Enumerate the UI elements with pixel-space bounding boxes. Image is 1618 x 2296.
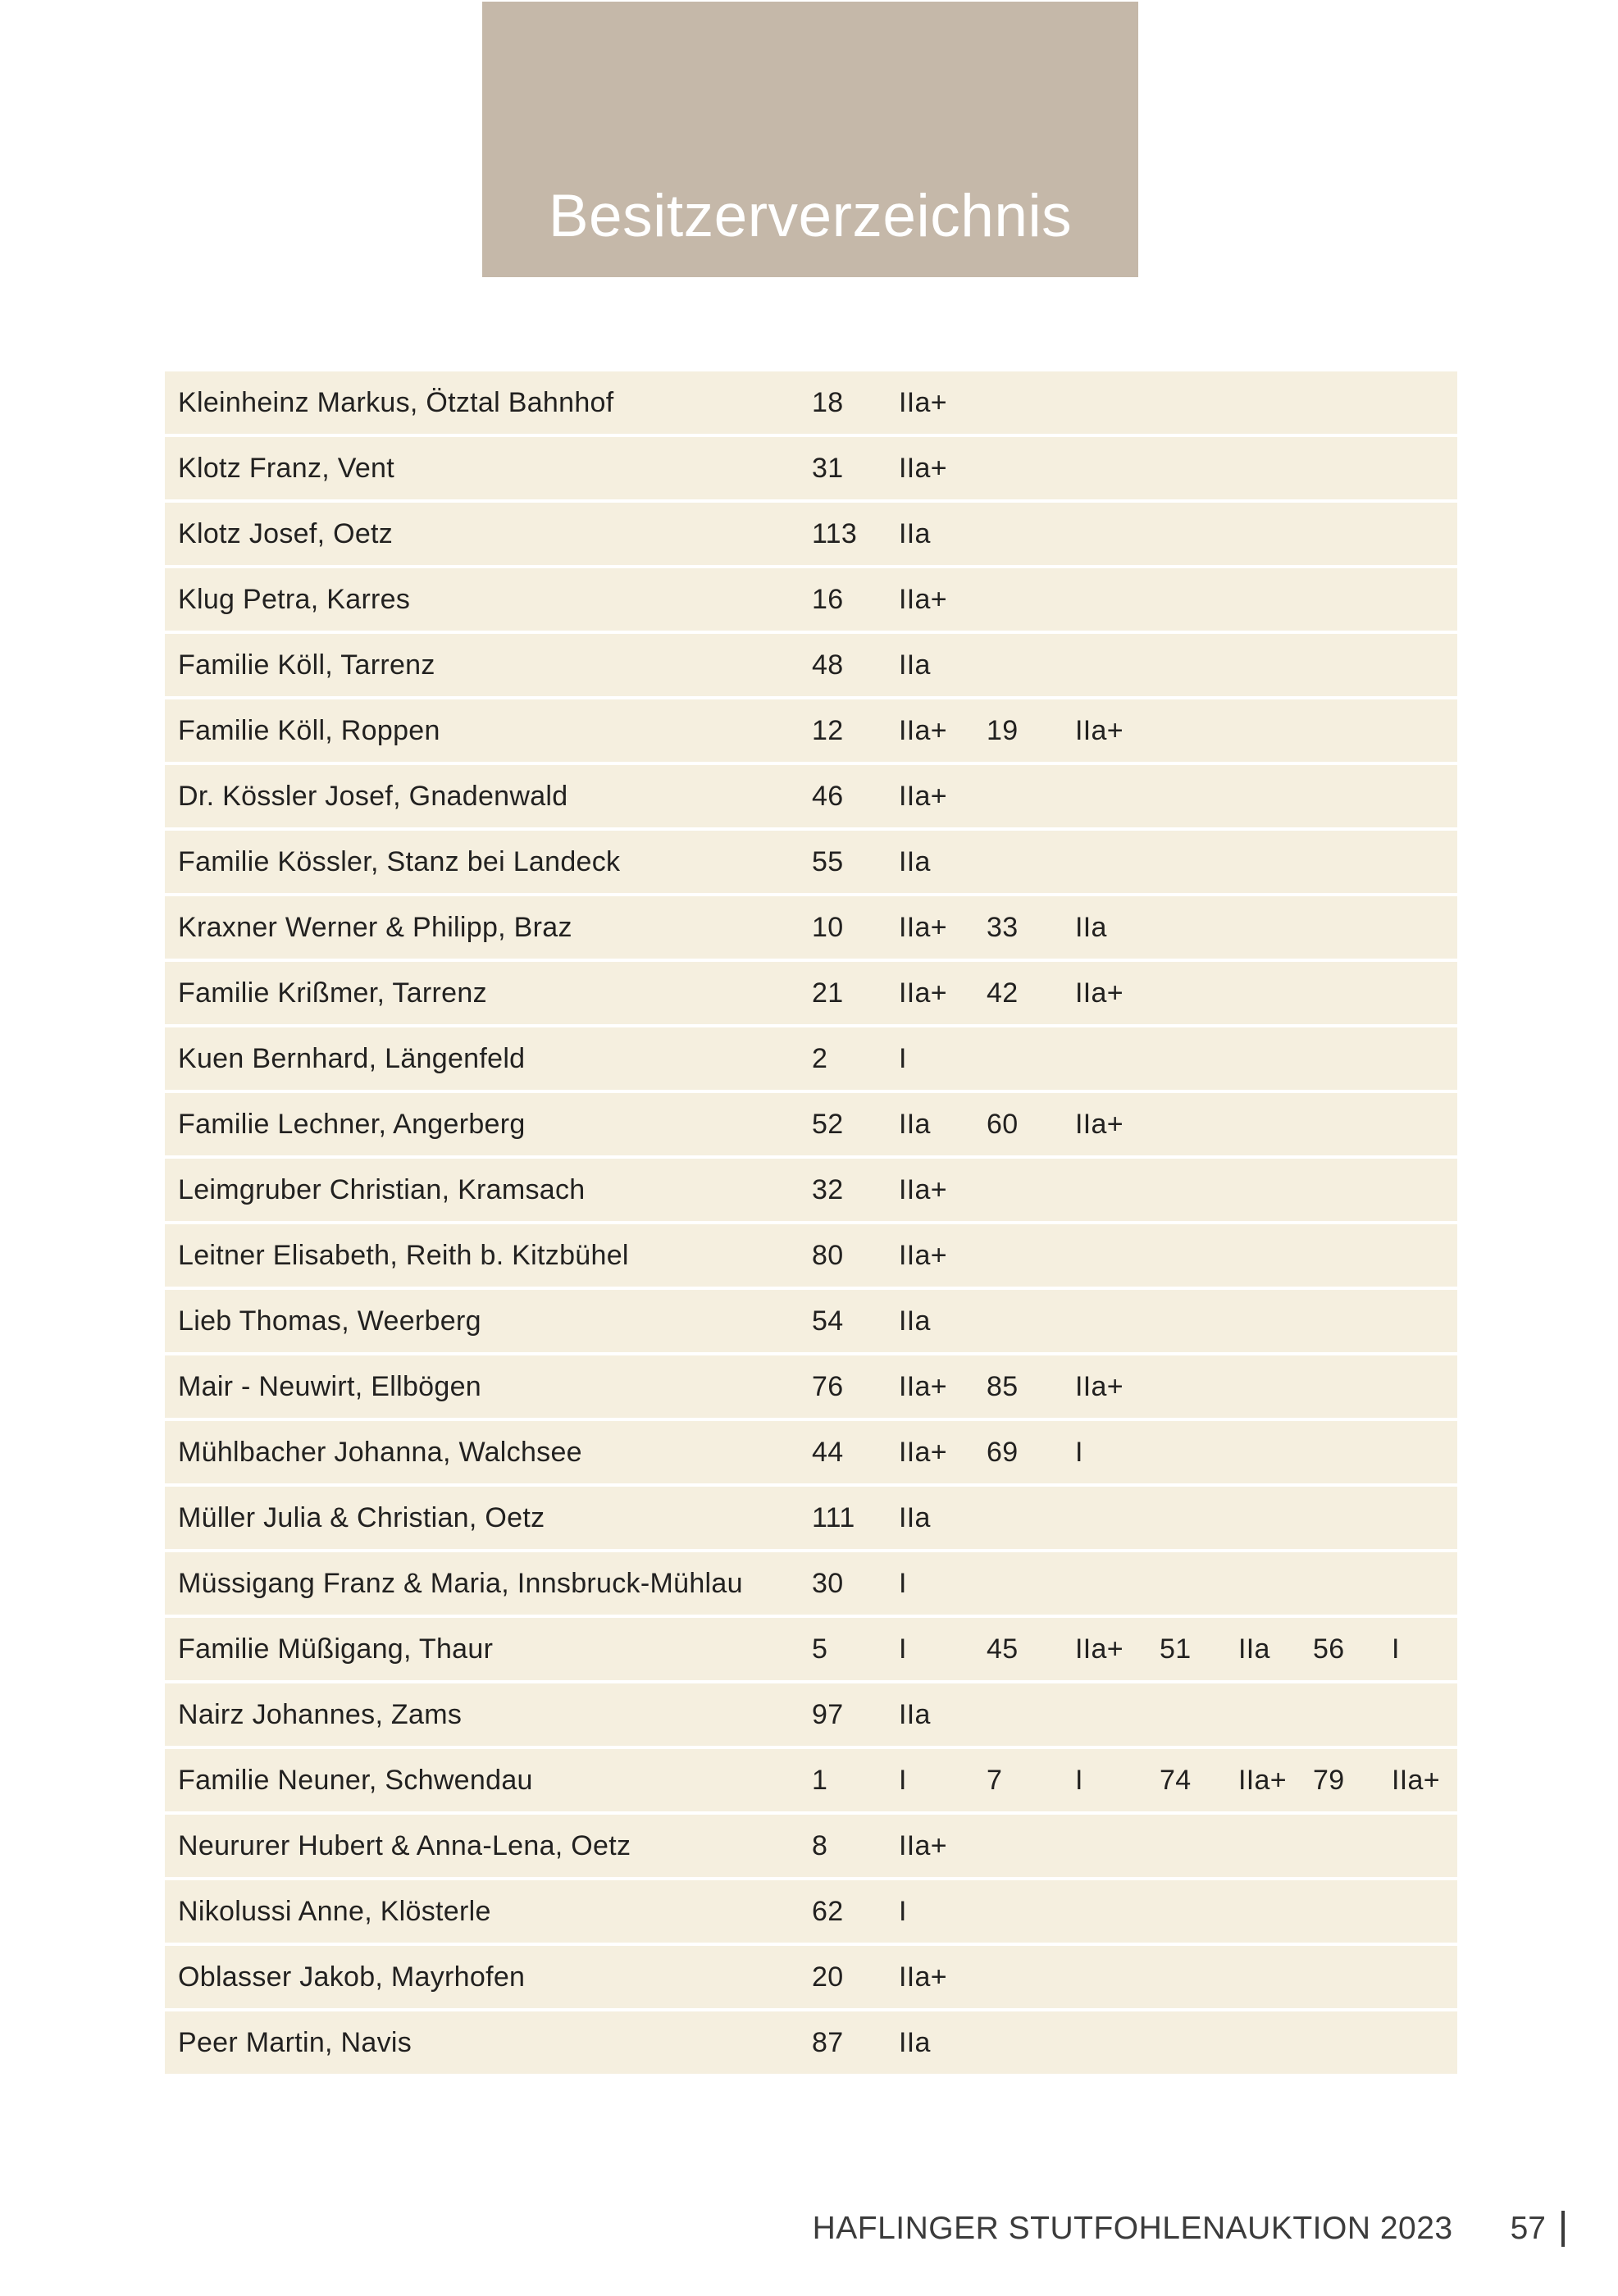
owner-row xyxy=(165,1946,1457,2008)
owner-row xyxy=(165,503,1457,565)
catalog-number: 87 xyxy=(812,2026,844,2058)
prize-class: IIa+ xyxy=(899,583,947,615)
owner-name: Müller Julia & Christian, Oetz xyxy=(178,1501,545,1533)
owner-name: Familie Krißmer, Tarrenz xyxy=(178,977,487,1009)
owner-name: Nairz Johannes, Zams xyxy=(178,1698,463,1730)
catalog-number: 10 xyxy=(812,911,844,943)
prize-class: I xyxy=(899,1633,907,1665)
catalog-number: 48 xyxy=(812,649,844,681)
prize-class: IIa+ xyxy=(899,1173,947,1205)
owner-name: Familie Köll, Roppen xyxy=(178,714,440,746)
prize-class: IIa+ xyxy=(899,977,947,1009)
prize-class: IIa+ xyxy=(899,1239,947,1271)
owner-row xyxy=(165,1290,1457,1352)
owner-row xyxy=(165,1618,1457,1680)
owner-row xyxy=(165,1421,1457,1483)
prize-class: IIa xyxy=(899,845,931,877)
page-footer xyxy=(813,2209,1565,2248)
catalog-number: 60 xyxy=(987,1108,1019,1140)
catalog-number: 5 xyxy=(812,1633,828,1665)
catalog-number: 33 xyxy=(987,911,1019,943)
catalog-number: 74 xyxy=(1160,1764,1192,1796)
catalog-number: 54 xyxy=(812,1305,844,1337)
owner-name: Neururer Hubert & Anna-Lena, Oetz xyxy=(178,1829,631,1861)
prize-class: IIa+ xyxy=(1075,1370,1123,1402)
prize-class: IIa xyxy=(899,649,931,681)
owner-row xyxy=(165,1880,1457,1943)
owner-name: Klug Petra, Karres xyxy=(178,583,411,615)
prize-class: IIa+ xyxy=(899,1961,947,1993)
catalog-number: 18 xyxy=(812,386,844,418)
catalog-number: 51 xyxy=(1160,1633,1192,1665)
owner-row xyxy=(165,1552,1457,1615)
owner-name: Familie Kössler, Stanz bei Landeck xyxy=(178,845,621,877)
owner-name: Mair - Neuwirt, Ellbögen xyxy=(178,1370,481,1402)
footer-catalog-title: HAFLINGER STUTFOHLENAUKTION 2023 xyxy=(812,2211,1453,2246)
owner-row xyxy=(165,1487,1457,1549)
prize-class: IIa xyxy=(1238,1633,1270,1665)
prize-class: I xyxy=(899,1895,907,1927)
owner-name: Lieb Thomas, Weerberg xyxy=(178,1305,481,1337)
prize-class: IIa+ xyxy=(1238,1764,1287,1796)
section-header-banner xyxy=(482,2,1138,277)
catalog-number: 30 xyxy=(812,1567,844,1599)
prize-class: IIa xyxy=(899,1108,931,1140)
owner-row xyxy=(165,2011,1457,2074)
owner-name: Dr. Kössler Josef, Gnadenwald xyxy=(178,780,568,812)
prize-class: IIa+ xyxy=(899,1436,947,1468)
owner-row xyxy=(165,1027,1457,1090)
catalog-number: 79 xyxy=(1313,1764,1345,1796)
catalog-number: 2 xyxy=(812,1042,828,1074)
prize-class: IIa xyxy=(899,1698,931,1730)
catalog-number: 55 xyxy=(812,845,844,877)
owner-name: Nikolussi Anne, Klösterle xyxy=(178,1895,491,1927)
section-title: Besitzerverzeichnis xyxy=(548,183,1073,249)
owner-name: Familie Lechner, Angerberg xyxy=(178,1108,526,1140)
prize-class: IIa+ xyxy=(899,911,947,943)
catalog-number: 12 xyxy=(812,714,844,746)
catalog-number: 52 xyxy=(812,1108,844,1140)
catalog-number: 45 xyxy=(987,1633,1019,1665)
owner-name: Leimgruber Christian, Kramsach xyxy=(178,1173,586,1205)
prize-class: IIa+ xyxy=(1392,1764,1440,1796)
owner-name: Oblasser Jakob, Mayrhofen xyxy=(178,1961,526,1993)
catalog-number: 16 xyxy=(812,583,844,615)
catalog-number: 85 xyxy=(987,1370,1019,1402)
owner-name: Kraxner Werner & Philipp, Braz xyxy=(178,911,572,943)
catalog-number: 56 xyxy=(1313,1633,1345,1665)
owner-row xyxy=(165,962,1457,1024)
prize-class: IIa+ xyxy=(899,780,947,812)
catalog-number: 42 xyxy=(987,977,1019,1009)
catalog-number: 31 xyxy=(812,452,844,484)
footer-divider-bar xyxy=(1561,2211,1565,2247)
prize-class: IIa+ xyxy=(899,386,947,418)
prize-class: IIa xyxy=(899,2026,931,2058)
owner-row xyxy=(165,699,1457,762)
prize-class: IIa+ xyxy=(1075,714,1123,746)
owner-name: Familie Müßigang, Thaur xyxy=(178,1633,494,1665)
owner-name: Klotz Josef, Oetz xyxy=(178,517,394,549)
owner-row xyxy=(165,1749,1457,1811)
owner-row xyxy=(165,437,1457,499)
catalog-number: 21 xyxy=(812,977,844,1009)
catalog-number: 111 xyxy=(812,1501,855,1533)
catalog-number: 8 xyxy=(812,1829,828,1861)
owner-row xyxy=(165,568,1457,631)
catalog-number: 69 xyxy=(987,1436,1019,1468)
catalog-number: 32 xyxy=(812,1173,844,1205)
prize-class: IIa+ xyxy=(1075,1108,1123,1140)
owner-name: Kleinheinz Markus, Ötztal Bahnhof xyxy=(178,386,614,418)
owner-row xyxy=(165,634,1457,696)
owner-row xyxy=(165,1224,1457,1287)
owner-row xyxy=(165,831,1457,893)
catalog-number: 1 xyxy=(812,1764,828,1796)
catalog-number: 19 xyxy=(987,714,1019,746)
catalog-number: 20 xyxy=(812,1961,844,1993)
owner-row xyxy=(165,1093,1457,1155)
owner-name: Leitner Elisabeth, Reith b. Kitzbühel xyxy=(178,1239,629,1271)
prize-class: I xyxy=(899,1042,907,1074)
page-number: 57 xyxy=(1510,2211,1546,2246)
catalog-number: 113 xyxy=(812,517,858,549)
owner-row xyxy=(165,1355,1457,1418)
prize-class: IIa+ xyxy=(899,452,947,484)
owner-row xyxy=(165,1159,1457,1221)
prize-class: IIa+ xyxy=(1075,977,1123,1009)
owner-row xyxy=(165,765,1457,827)
catalog-number: 80 xyxy=(812,1239,844,1271)
prize-class: I xyxy=(1075,1764,1083,1796)
owner-name: Peer Martin, Navis xyxy=(178,2026,412,2058)
prize-class: IIa+ xyxy=(1075,1633,1123,1665)
prize-class: IIa+ xyxy=(899,1370,947,1402)
prize-class: I xyxy=(1075,1436,1083,1468)
catalog-number: 76 xyxy=(812,1370,844,1402)
owner-name: Kuen Bernhard, Längenfeld xyxy=(178,1042,526,1074)
owner-row xyxy=(165,371,1457,434)
owner-row xyxy=(165,896,1457,959)
prize-class: IIa xyxy=(1075,911,1107,943)
owner-row xyxy=(165,1815,1457,1877)
prize-class: I xyxy=(899,1567,907,1599)
owner-name: Mühlbacher Johanna, Walchsee xyxy=(178,1436,582,1468)
prize-class: I xyxy=(899,1764,907,1796)
prize-class: IIa+ xyxy=(899,1829,947,1861)
prize-class: IIa+ xyxy=(899,714,947,746)
prize-class: I xyxy=(1392,1633,1400,1665)
prize-class: IIa xyxy=(899,517,931,549)
owner-name: Klotz Franz, Vent xyxy=(178,452,395,484)
prize-class: IIa xyxy=(899,1305,931,1337)
owner-table xyxy=(165,371,1457,2077)
catalog-number: 44 xyxy=(812,1436,844,1468)
owner-name: Müssigang Franz & Maria, Innsbruck-Mühlau xyxy=(178,1567,743,1599)
owner-row xyxy=(165,1683,1457,1746)
catalog-number: 97 xyxy=(812,1698,844,1730)
owner-name: Familie Köll, Tarrenz xyxy=(178,649,435,681)
catalog-number: 62 xyxy=(812,1895,844,1927)
owner-name: Familie Neuner, Schwendau xyxy=(178,1764,533,1796)
catalog-number: 46 xyxy=(812,780,844,812)
catalog-number: 7 xyxy=(987,1764,1003,1796)
prize-class: IIa xyxy=(899,1501,931,1533)
